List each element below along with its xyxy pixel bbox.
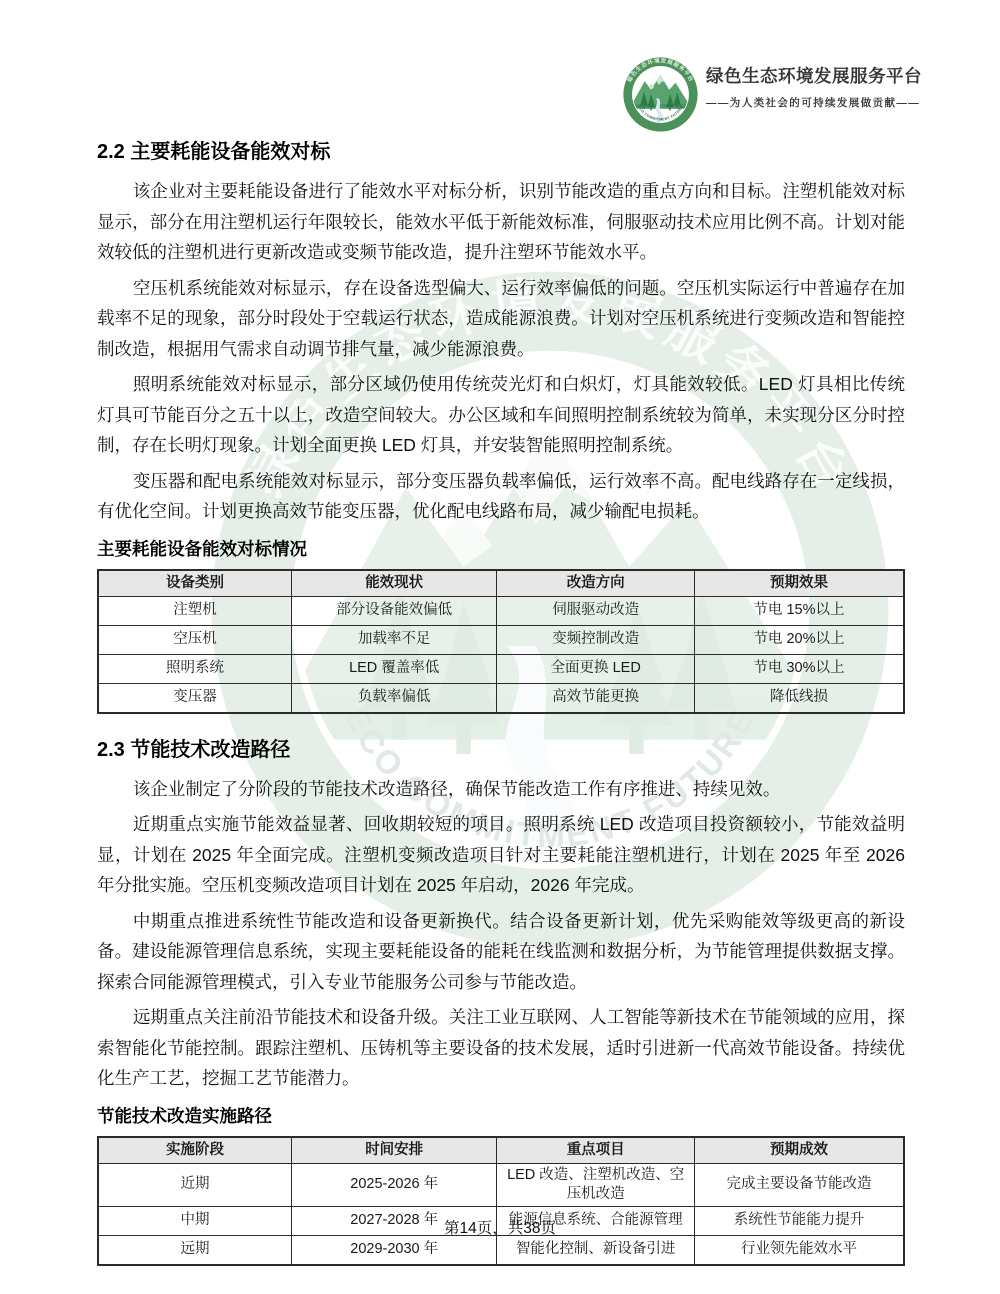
paragraph-near-term: 近期重点实施节能效益显著、回收期较短的项目。照明系统 LED 改造项目投资额较小，节能效益明显，计划在 2025 年全面完成。注塑机变频改造项目针对主要耗能注塑机进行，计划在 2025 年至 2026 年分批实施。空压机变频改造项目计划在 2025 年启动，2026 年完成。 [97, 814, 905, 895]
table-row [98, 1235, 904, 1265]
cell: 2027-2028 年 [291, 1206, 497, 1235]
cell: 远期 [98, 1235, 291, 1265]
header-retrofit-direction: 改造方向 [497, 570, 694, 597]
brand-tagline: ——为人类社会的可持续发展做贡献—— [706, 97, 921, 109]
paragraph-transformer: 变压器和配电系统能效对标显示，部分变压器负载率偏低，运行效率不高。配电线路存在一定线损，有优化空间。计划更换高效节能变压器，优化配电线路布局，减少输配电损耗。 [97, 470, 905, 521]
cell: 行业领先能效水平 [694, 1235, 904, 1265]
cell: 照明系统 [98, 654, 291, 683]
energy-benchmark-table [97, 569, 905, 714]
retrofit-roadmap-table [97, 1136, 905, 1266]
paragraph-lighting: 照明系统能效对标显示，部分区域仍使用传统荧光灯和白炽灯，灯具能效较低。LED 灯具相比传统灯具可节能百分之五十以上，改造空间较大。办公区域和车间照明控制系统较为简单，未实现分区分时控制，存在长明灯现象。计划全面更换 LED 灯具，并安装智能照明控制系统。 [97, 374, 905, 455]
cell: 伺服驱动改造 [497, 596, 694, 625]
table-1-caption: 主要耗能设备能效对标情况 [97, 538, 307, 559]
document-body [0, 140, 1000, 1266]
section-2-2-heading: 2.2 主要耗能设备能效对标 [97, 141, 331, 163]
table-header-row [98, 570, 904, 597]
header-device-type: 设备类别 [98, 570, 291, 597]
cell: 变频控制改造 [497, 625, 694, 654]
header-expected-effect: 预期效果 [694, 570, 904, 597]
cell: 加载率不足 [291, 625, 497, 654]
cell: 2029-2030 年 [291, 1235, 497, 1265]
table-row [98, 596, 904, 625]
cell: 节电 30%以上 [694, 654, 904, 683]
table-row [98, 1163, 904, 1206]
page-header [0, 0, 1000, 138]
cell: 高效节能更换 [497, 683, 694, 713]
page-indicator: 第14页，共38页 [444, 1220, 556, 1237]
cell: 节电 20%以上 [694, 625, 904, 654]
cell: 空压机 [98, 625, 291, 654]
paragraph-injection-molding: 该企业对主要耗能设备进行了能效水平对标分析，识别节能改造的重点方向和目标。注塑机能效对标显示，部分在用注塑机运行年限较长，能效水平低于新能效标准，伺服驱动技术应用比例不高。计划对能效较低的注塑机进行更新改造或变频节能改造，提升注塑环节能效水平。 [97, 181, 905, 262]
cell: 变压器 [98, 683, 291, 713]
header-phase: 实施阶段 [98, 1137, 291, 1164]
cell: 节电 15%以上 [694, 596, 904, 625]
table-row [98, 683, 904, 713]
table-row [98, 654, 904, 683]
cell: 中期 [98, 1206, 291, 1235]
cell: 部分设备能效偏低 [291, 596, 497, 625]
table-row [98, 625, 904, 654]
brand-title: 绿色生态环境发展服务平台 [706, 66, 922, 86]
section-2-3-heading: 2.3 节能技术改造路径 [97, 738, 291, 761]
cell: LED 覆盖率低 [291, 654, 497, 683]
paragraph-long-term: 远期重点关注前沿节能技术和设备升级。关注工业互联网、人工智能等新技术在节能领域的应用，探索智能化节能控制。跟踪注塑机、压铸机等主要设备的技术发展，适时引进新一代高效节能设备。持续优化生产工艺，挖掘工艺节能潜力。 [97, 1007, 905, 1088]
table-header-row [98, 1137, 904, 1164]
paragraph-air-compressor: 空压机系统能效对标显示，存在设备选型偏大、运行效率偏低的问题。空压机实际运行中普遍存在加载率不足的现象，部分时段处于空载运行状态，造成能源浪费。计划对空压机系统进行变频改造和智能控制改造，根据用气需求自动调节排气量，减少能源浪费。 [97, 277, 905, 359]
cell: 能源信息系统、合能源管理 [497, 1206, 694, 1235]
eco-platform-logo-icon [621, 55, 700, 134]
cell: 注塑机 [98, 596, 291, 625]
cell: 智能化控制、新设备引进 [497, 1235, 694, 1265]
paragraph-roadmap-intro: 该企业制定了分阶段的节能技术改造路径，确保节能改造工作有序推进、持续见效。 [132, 778, 781, 799]
header-key-projects: 重点项目 [497, 1137, 694, 1164]
cell: 全面更换 LED [497, 654, 694, 683]
header-expected-outcome: 预期成效 [694, 1137, 904, 1164]
cell: 完成主要设备节能改造 [694, 1163, 904, 1206]
cell: 近期 [98, 1163, 291, 1206]
paragraph-mid-term: 中期重点推进系统性节能改造和设备更新换代。结合设备更新计划，优先采购能效等级更高的新设备。建设能源管理信息系统，实现主要耗能设备的能耗在线监测和数据分析，为节能管理提供数据支撑。探索合同能源管理模式，引入专业节能服务公司参与节能改造。 [97, 910, 905, 992]
table-2-caption: 节能技术改造实施路径 [97, 1105, 272, 1126]
header-efficiency-status: 能效现状 [291, 570, 497, 597]
cell: 负载率偏低 [291, 683, 497, 713]
page-footer [0, 1216, 1000, 1238]
cell: 降低线损 [694, 683, 904, 713]
brand-text-block [706, 63, 922, 110]
header-schedule: 时间安排 [291, 1137, 497, 1164]
cell: 2025-2026 年 [291, 1163, 497, 1206]
cell: 系统性节能能力提升 [694, 1206, 904, 1235]
cell: LED 改造、注塑机改造、空压机改造 [497, 1163, 694, 1206]
